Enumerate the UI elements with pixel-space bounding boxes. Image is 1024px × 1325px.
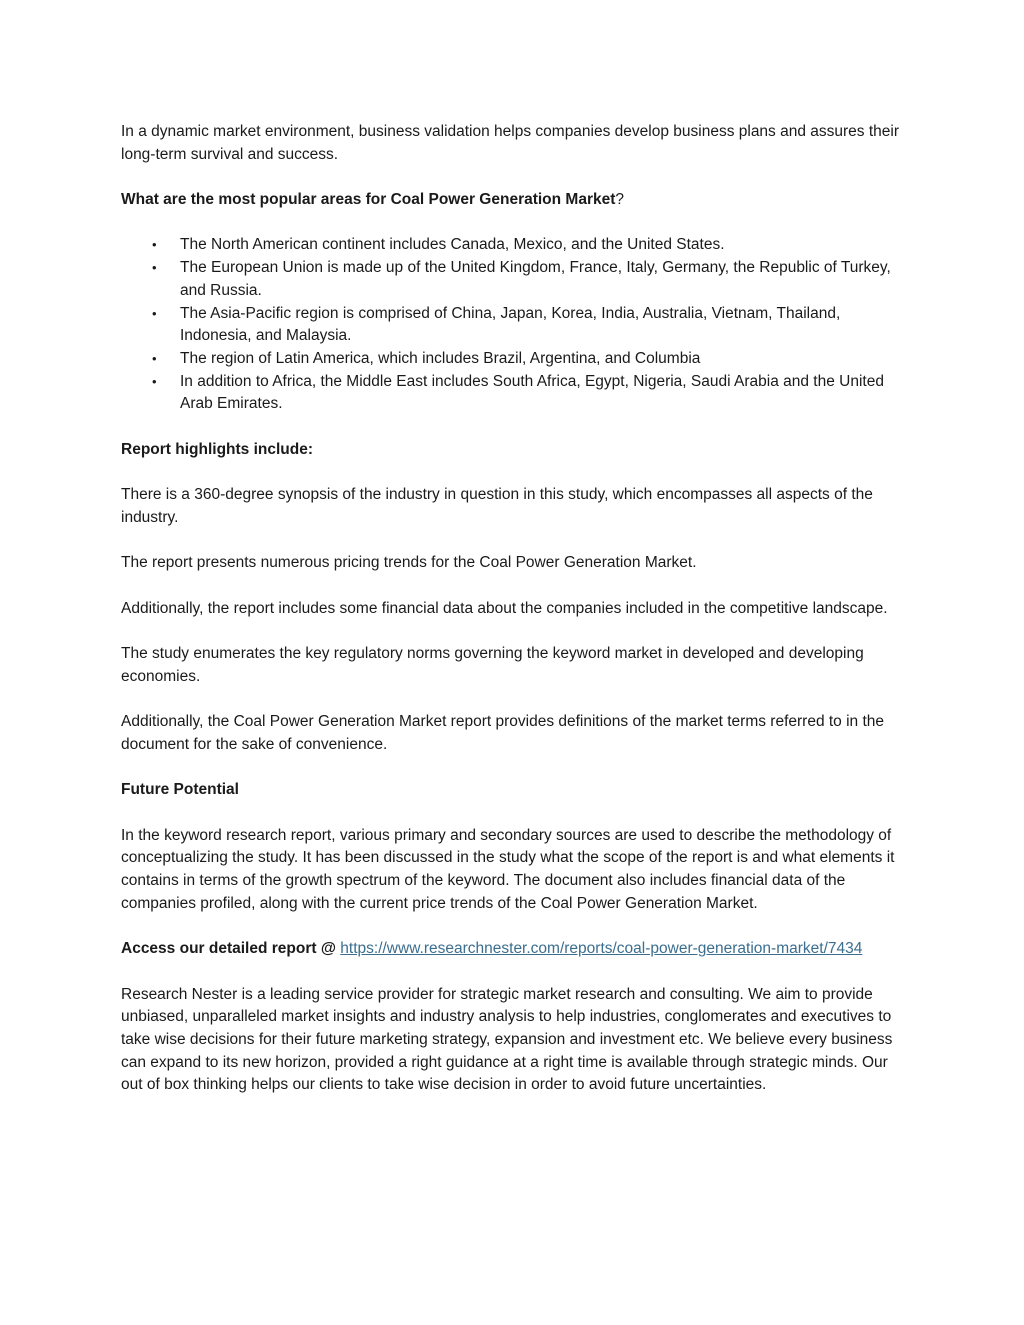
list-item-text: The Asia-Pacific region is comprised of China, Japan, Korea, India, Australia, Vietnam, Thailand, Indonesia, and Malaysia. (180, 304, 841, 345)
bullet-icon: • (152, 260, 157, 276)
regions-question-bold: What are the most popular areas for Coal Power Generation Market (121, 191, 616, 209)
intro-paragraph: In a dynamic market environment, business validation helps companies develop business plans and assures their long-term survival and success. (121, 123, 900, 163)
list-item (121, 303, 911, 348)
list-item (121, 257, 911, 302)
list-item (121, 371, 911, 416)
highlights-heading: Report highlights include: (121, 440, 314, 458)
highlight-paragraph: Additionally, the Coal Power Generation Market report provides definitions of the market terms referred to in the document for the sake of convenience. (121, 713, 885, 753)
list-item-text: The North American continent includes Canada, Mexico, and the United States. (180, 236, 725, 254)
list-item (121, 348, 911, 371)
list-item-text: The region of Latin America, which includes Brazil, Argentina, and Columbia (180, 350, 701, 367)
report-link[interactable]: https://www.researchnester.com/reports/coal-power-generation-market/7434 (340, 940, 863, 958)
access-label: Access our detailed report @ (121, 940, 336, 958)
bullet-icon: • (152, 237, 157, 253)
highlight-paragraph: Additionally, the report includes some financial data about the companies included in the competitive landscape. (121, 599, 888, 617)
highlight-paragraph: There is a 360-degree synopsis of the industry in question in this study, which encompasses all aspects of the industry. (121, 486, 873, 526)
list-item-text: The European Union is made up of the United Kingdom, France, Italy, Germany, the Republic of Turkey, and Russia. (180, 259, 891, 299)
list-item (121, 234, 911, 257)
access-paragraph (121, 938, 911, 961)
future-heading: Future Potential (121, 781, 239, 799)
regions-list (121, 234, 911, 416)
about-paragraph: Research Nester is a leading service provider for strategic market research and consulting. We aim to provide unbiased, unparalleled market insights and industry analysis to help industries, conglomerates and executives to take wise decisions for their future marketing strategy, expansion and investment etc. We believe every business can expand to its new horizon, provided a right guidance at a right time is available through strategic minds. Our out of box thinking helps our clients to take wise decision in order to avoid future uncertainties. (121, 985, 893, 1094)
list-item-text: In addition to Africa, the Middle East includes South Africa, Egypt, Nigeria, Saudi Arabia and the United Arab Emirates. (180, 372, 884, 413)
future-paragraph: In the keyword research report, various primary and secondary sources are used to describe the methodology of conceptualizing the study. It has been discussed in the study what the scope of the report is and what elements it contains in terms of the growth spectrum of the keyword. The document also includes financial data of the companies profiled, along with the current price trends of the Coal Power Generation Market. (121, 826, 895, 912)
document-page (121, 121, 911, 1120)
bullet-icon: • (152, 305, 157, 321)
bullet-icon: • (152, 351, 157, 366)
highlight-paragraph: The report presents numerous pricing trends for the Coal Power Generation Market. (121, 554, 697, 572)
highlight-paragraph: The study enumerates the key regulatory norms governing the keyword market in developed and developing economies. (121, 645, 864, 685)
regions-question-suffix: ? (615, 191, 625, 209)
regions-question (121, 189, 911, 212)
bullet-icon: • (152, 373, 157, 389)
